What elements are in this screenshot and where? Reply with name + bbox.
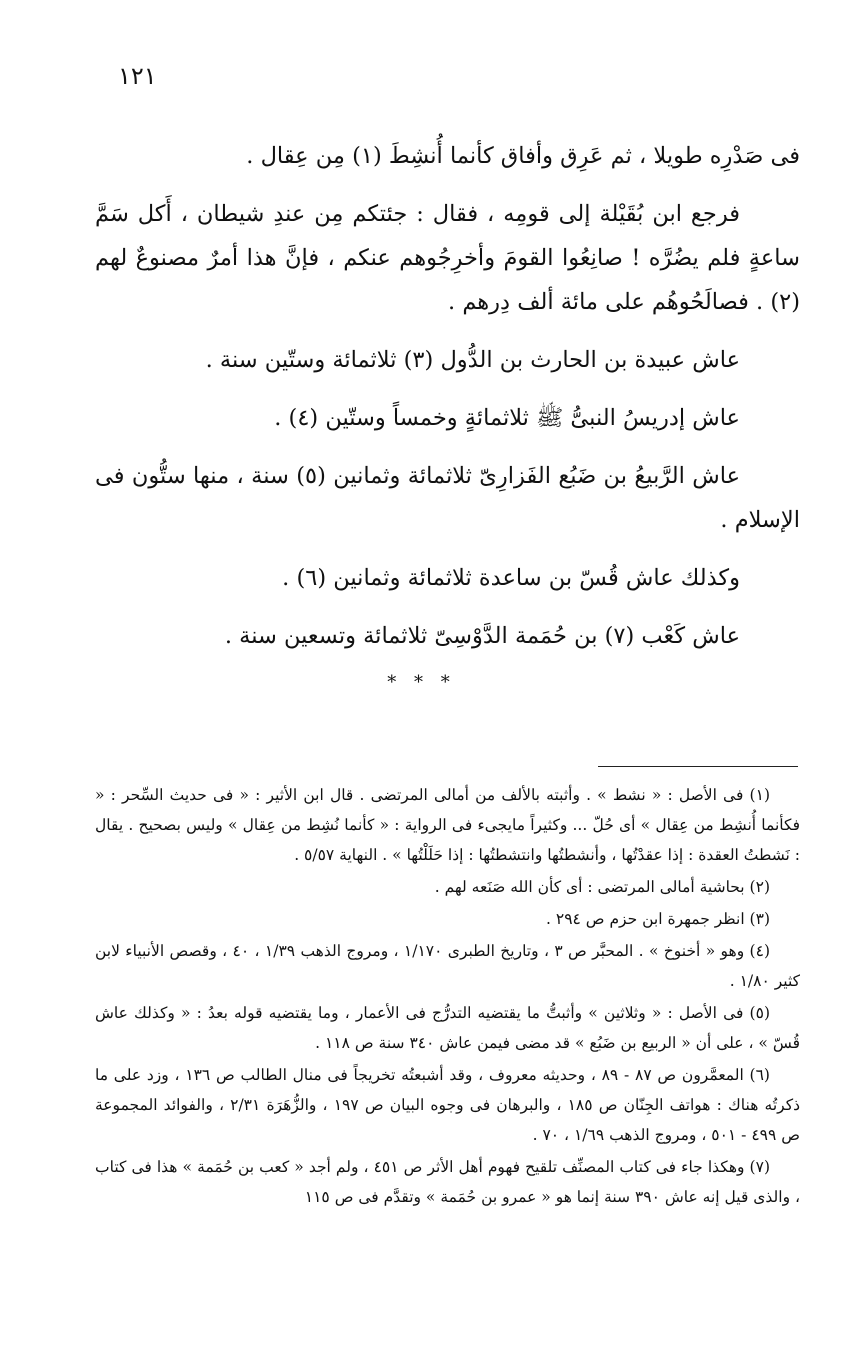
footnote-2: (٢) بحاشية أمالى المرتضى : أى كأن الله صَنَعه لهم . (434, 878, 770, 896)
footnote-1: (١) فى الأصل : « نشط » . وأثبته بالألف من أمالى المرتضى . قال ابن الأثير : « فى حديث السِّحر : « فكأنما أُنشِط من عِقال » أى حُلّ ... وكثيراً مايجىء فى الرواية : « كأنما نُشِط من عِقال » وليس بصحيح . يقال : نَشطتُ العقدة : إذا عقدْتُها ، وأنشطتُها وانتشطتُها : إذا حَلَلْتُها » . النهاية ٥/٥٧ . (95, 786, 800, 864)
footnote-4: (٤) وهو « أخنوخ » . المحبَّر ص ٣ ، وتاريخ الطبرى ١/١٧٠ ، ومروج الذهب ١/٣٩ ، ٤٠ ، وقصص الأنبياء لابن كثير ١/٨٠ . (95, 942, 800, 990)
footnotes (95, 780, 800, 1214)
section-separator: * * * (387, 672, 456, 693)
paragraph-2: فرجع ابن بُقَيْلة إلى قومِه ، فقال : جئتكم مِن عندِ شيطان ، أَكل سَمَّ ساعةٍ فلم يضُرَّه ! صانِعُوا القومَ وأخرِجُوهم عنكم ، فإنَّ هذا أمرٌ مصنوعٌ لهم (٢) . فصالَحُوهُم على مائة ألف دِرهم . (95, 201, 800, 315)
paragraph-4: عاش إدريسُ النبىُّ ﷺ ثلاثمائةٍ وخمساً وستّين (٤) . (274, 405, 740, 431)
main-text (95, 134, 800, 672)
paragraph-5: عاش الرَّبيعُ بن ضَبُع الفَزارِىّ ثلاثمائة وثمانين (٥) سنة ، منها ستُّون فى الإسلام . (95, 463, 800, 533)
footnote-3: (٣) انظر جمهرة ابن حزم ص ٢٩٤ . (546, 910, 770, 928)
footnote-7: (٧) وهكذا جاء فى كتاب المصنِّف تلقيح فهوم أهل الأثر ص ٤٥١ ، ولم أجد « كعب بن حُمَمة » هذا فى كتاب ، والذى قيل إنه عاش ٣٩٠ سنة إنما هو « عمرو بن حُمَمة » وتقدَّم فى ص ١١٥ (95, 1158, 800, 1206)
paragraph-3: عاش عبيدة بن الحارث بن الدُّول (٣) ثلاثمائة وستّين سنة . (205, 347, 740, 373)
paragraph-1: فى صَدْرِه طويلا ، ثم عَرِق وأفاق كأنما أُنشِطَ (١) مِن عِقال . (246, 143, 800, 169)
footnote-5: (٥) فى الأصل : « وثلاثين » وأثبتُّ ما يقتضيه التدرُّج فى الأعمار ، وما يقتضيه قوله بعدُ : « وكذلك عاش قُسّ » ، على أن « الربيع بن ضَبُع » قد مضى فيمن عاش ٣٤٠ سنة ص ١١٨ . (95, 1004, 800, 1052)
footnote-6: (٦) المعمَّرون ص ٨٧ - ٨٩ ، وحديثه معروف ، وقد أشبعتُه تخريجاً فى منال الطالب ص ١٣٦ ، وزد على ما ذكرتُه هناك : هواتف الجِنّان ص ١٨٥ ، والبرهان فى وجوه البيان ص ١٩٧ ، والزُّهَرَة ٢/٣١ ، والفوائد المجموعة ص ٤٩٩ - ٥٠١ ، ومروج الذهب ١/٦٩ ، ٧٠ . (95, 1066, 800, 1144)
footnote-divider (598, 766, 798, 767)
page-number: ١٢١ (118, 62, 157, 90)
paragraph-7: عاش كَعْب (٧) بن حُمَمة الدَّوْسِىّ ثلاثمائة وتسعين سنة . (224, 623, 740, 649)
paragraph-6: وكذلك عاش قُسّ بن ساعدة ثلاثمائة وثمانين (٦) . (282, 565, 740, 591)
